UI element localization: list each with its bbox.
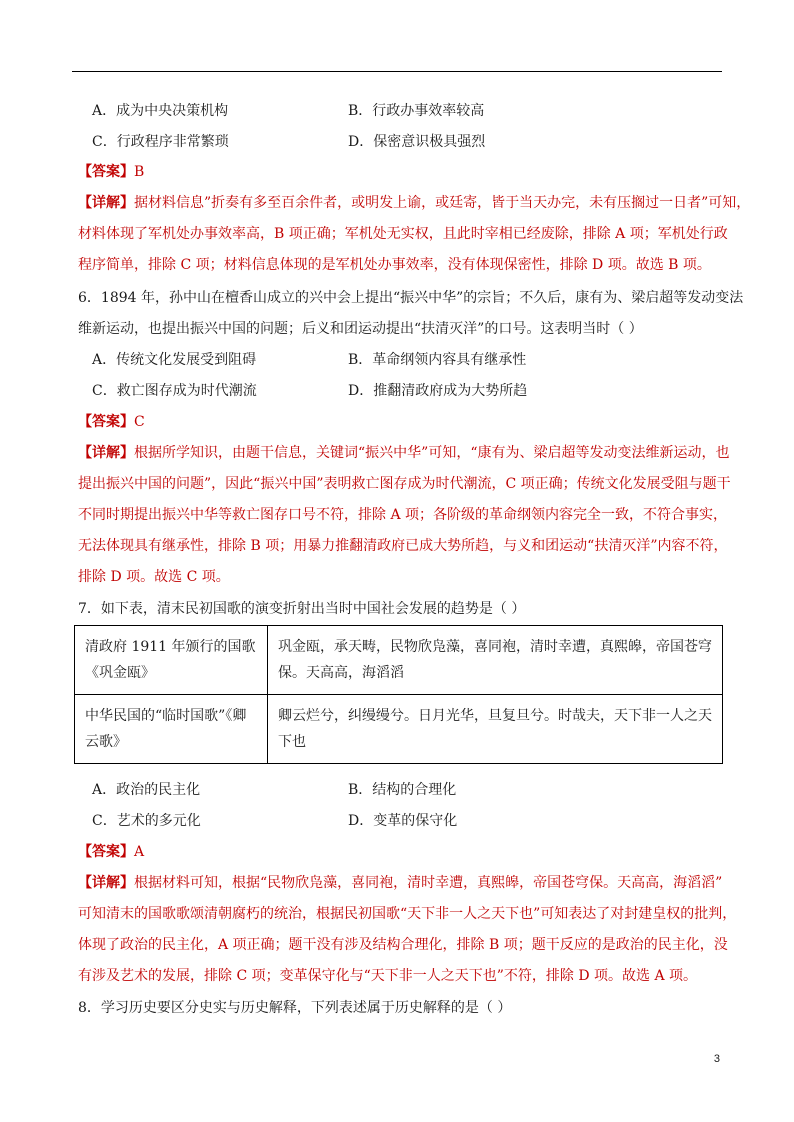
- table-cell-anthem-name: 中华民国的“临时国歌”《卿云歌》: [75, 695, 268, 764]
- q6-option-d: D．推翻清政府成为大势所趋: [348, 383, 528, 399]
- q7-detail-label: 【详解】: [78, 875, 134, 891]
- q6-answer-value: C: [134, 414, 145, 430]
- q7-stem: 7．如下表，清末民初国歌的演变折射出当时中国社会发展的趋势是（ ）: [78, 601, 526, 617]
- q5-answer-value: B: [134, 164, 145, 180]
- q7-option-d: D．变革的保守化: [348, 813, 458, 829]
- q5-option-c: C．行政程序非常繁琐: [92, 134, 229, 150]
- q5-option-a: A．成为中央决策机构: [92, 103, 229, 119]
- q6-option-c: C．救亡图存成为时代潮流: [92, 383, 257, 399]
- table-cell-anthem-lyrics: 巩金瓯，承天畴，民物欣凫藻，喜同袍，清时幸遭，真熙皞，帝国苍穹保。天高高，海滔滔: [268, 626, 723, 695]
- q7-detail-line-3: 体现了政治的民主化，A 项正确；题干没有涉及结构合理化，排除 B 项；题干反应的是政治的民主化，没: [78, 937, 728, 953]
- q6-detail-label: 【详解】: [78, 445, 134, 461]
- q6-stem-line-1: 6．1894 年，孙中山在檀香山成立的兴中会上提出“振兴中华”的宗旨；不久后，康有为、梁启超等发动变法: [78, 290, 744, 306]
- q5-detail-label: 【详解】: [78, 195, 134, 211]
- q6-stem-line-2: 维新运动，也提出振兴中国的问题；后义和团运动提出“扶清灭洋”的口号。这表明当时（ ）: [78, 321, 643, 337]
- table-cell-anthem-name: 清政府 1911 年颁行的国歌《巩金瓯》: [75, 626, 268, 695]
- anthem-table: [74, 625, 723, 764]
- q6-detail-line-4: 无法体现具有继承性，排除 B 项；用暴力推翻清政府已成大势所趋，与义和团运动“扶清灭洋”内容不符，: [78, 538, 728, 554]
- q6-detail-line-1: 【详解】根据所学知识，由题干信息，关键词“振兴中华”可知，“康有为、梁启超等发动变法维新运动，也: [78, 445, 730, 461]
- q7-answer-value: A: [134, 844, 145, 860]
- header-rule: [72, 71, 722, 72]
- q7-detail-line-1: 【详解】根据材料可知，根据“民物欣凫藻，喜同袍，清时幸遭，真熙皞，帝国苍穹保。天高高，海滔滔”: [78, 875, 723, 891]
- q6-answer-label: 【答案】: [78, 414, 134, 430]
- q6-detail-line-3: 不同时期提出振兴中华等救亡图存口号不符，排除 A 项；各阶级的革命纲领内容完全一致，不符合事实，: [78, 507, 728, 523]
- q5-detail-line-3: 程序简单，排除 C 项；材料信息体现的是军机处办事效率，没有体现保密性，排除 D 项。故选 B 项。: [78, 257, 711, 273]
- q6-detail-line-5: 排除 D 项。故选 C 项。: [78, 569, 230, 585]
- q7-detail-line-2: 可知清末的国歌歌颂清朝腐朽的统治，根据民初国歌“天下非一人之天下也”可知表达了对封建皇权的批判，: [78, 906, 737, 922]
- q7-answer: [78, 843, 144, 861]
- q7-answer-label: 【答案】: [78, 844, 134, 860]
- table-cell-anthem-lyrics: 卿云烂兮，纠缦缦兮。日月光华，旦复旦兮。时哉夫，天下非一人之天下也: [268, 695, 723, 764]
- q5-detail-line-2: 材料体现了军机处办事效率高，B 项正确；军机处无实权，且此时宰相已经废除，排除 A 项；军机处行政: [78, 226, 728, 242]
- q8-stem: 8．学习历史要区分史实与历史解释，下列表述属于历史解释的是（ ）: [78, 1000, 512, 1016]
- q7-option-a: A．政治的民主化: [92, 782, 201, 798]
- q5-answer: [78, 163, 144, 181]
- q5-detail-line-1: 【详解】据材料信息”折奏有多至百余件者，或明发上谕，或廷寄，皆于当天办完，未有压搁过一日者”可知，: [78, 195, 751, 211]
- q5-option-b: B．行政办事效率较高: [348, 103, 485, 119]
- q6-detail-line-2: 提出振兴中国的问题”，因此“振兴中国”表明救亡图存成为时代潮流，C 项正确；传统文化发展受阻与题干: [78, 476, 731, 492]
- q6-answer: [78, 413, 145, 431]
- q6-option-b: B．革命纲领内容具有继承性: [348, 352, 527, 368]
- q6-option-a: A．传统文化发展受到阻碍: [92, 352, 257, 368]
- q5-answer-label: 【答案】: [78, 164, 134, 180]
- q7-detail-line-4: 有涉及艺术的发展，排除 C 项；变革保守化与“天下非一人之天下也”不符，排除 D 项。故选 A 项。: [78, 968, 698, 984]
- table-row: [75, 695, 723, 764]
- page-number: 3: [713, 1053, 720, 1065]
- q7-option-c: C．艺术的多元化: [92, 813, 201, 829]
- q5-option-d: D．保密意识极具强烈: [348, 134, 486, 150]
- table-row: [75, 626, 723, 695]
- q7-option-b: B．结构的合理化: [348, 782, 457, 798]
